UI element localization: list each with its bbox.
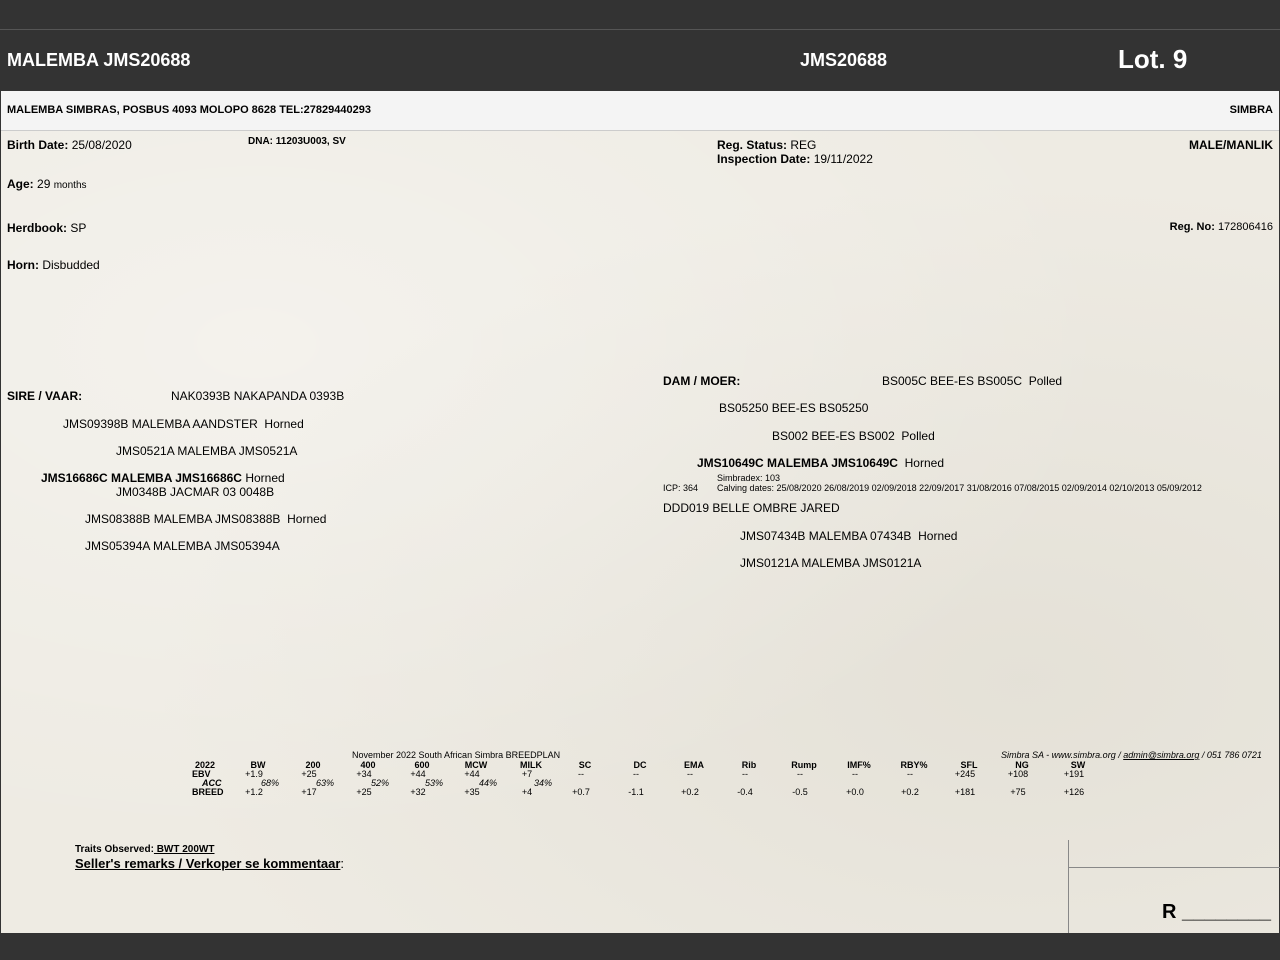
breedplan-breed-cell: +75 xyxy=(1010,787,1026,797)
sire-label: SIRE / VAAR: xyxy=(7,389,83,403)
breedplan-h-cell: RBY% xyxy=(900,760,928,770)
breedplan-breed-cell: +0.7 xyxy=(572,787,590,797)
dam-sire: BS05250 BEE-ES BS05250 xyxy=(719,401,869,415)
breedplan-breed-cell: +25 xyxy=(356,787,372,797)
sire-dam-dam: JMS05394A MALEMBA JMS05394A xyxy=(85,539,280,553)
dam-name: JMS10649C MALEMBA JMS10649C Horned xyxy=(697,456,944,470)
breedplan-breed-cell: -1.1 xyxy=(628,787,644,797)
sire-dam: JMS08388B MALEMBA JMS08388B Horned xyxy=(85,512,327,526)
breedplan-h-cell: NG xyxy=(1015,760,1029,770)
breedplan-ebv-cell: -- xyxy=(907,769,913,779)
breedplan-acc-cell: 68% xyxy=(260,778,279,788)
breedplan-breed-cell: +17 xyxy=(301,787,317,797)
breedplan-ebv-cell: +1.9 xyxy=(245,769,263,779)
price-box xyxy=(1068,840,1280,933)
catalogue-page xyxy=(1,91,1279,933)
reg-no: Reg. No: 172806416 xyxy=(1169,221,1273,233)
breedplan-ebv-cell: +245 xyxy=(954,769,976,779)
header-bar xyxy=(0,29,1280,91)
ebv-label: EBV xyxy=(192,769,211,779)
top-bar xyxy=(0,0,1280,28)
herdbook: Herdbook: SP xyxy=(7,221,87,235)
sire-dam-sire: JM0348B JACMAR 03 0048B xyxy=(116,485,275,499)
breedplan-h-cell: 400 xyxy=(360,760,376,770)
seller-remarks: Seller's remarks / Verkoper se kommentaar: xyxy=(75,856,345,871)
acc-label: ACC xyxy=(202,778,222,788)
breedplan-ebv-cell: -- xyxy=(852,769,858,779)
age: Age: 29 months xyxy=(7,177,87,191)
calving-dates: Calving dates: 25/08/2020 26/08/2019 02/09/2018 22/09/2017 31/08/2016 07/08/2015 02/09/2014 02/10/2013 05/09/2012 xyxy=(717,483,1202,493)
lot-number: Lot. 9 xyxy=(1118,44,1188,74)
breedplan-ebv-cell: -- xyxy=(742,769,748,779)
breedplan-ebv-cell: +44 xyxy=(464,769,480,779)
breedplan-breed-cell: +126 xyxy=(1063,787,1085,797)
sire-name: JMS16686C MALEMBA JMS16686C Horned xyxy=(41,471,285,485)
dam-sire-dam: BS002 BEE-ES BS002 Polled xyxy=(772,429,935,443)
breedplan-ebv-cell: +108 xyxy=(1007,769,1029,779)
sire-sire-dam: JMS0521A MALEMBA JMS0521A xyxy=(116,444,298,458)
breedplan-breed-cell: +0.2 xyxy=(901,787,919,797)
birth-date: Birth Date: 25/08/2020 xyxy=(7,138,132,152)
breedplan-h-cell: EMA xyxy=(684,760,704,770)
breedplan-breed-cell: +35 xyxy=(464,787,480,797)
sire-sire: NAK0393B NAKAPANDA 0393B xyxy=(171,389,345,403)
breedplan-h-cell: SW xyxy=(1070,760,1086,770)
breedplan-acc-cell: 63% xyxy=(315,778,334,788)
breedplan-breed-cell: -0.4 xyxy=(737,787,753,797)
breedplan-h-cell: MCW xyxy=(464,760,488,770)
reg-status: Reg. Status: REG xyxy=(717,138,817,152)
traits-observed: Traits Observed: BWT 200WT xyxy=(75,844,215,855)
breedplan-ebv-cell: +25 xyxy=(301,769,317,779)
inspection-date: Inspection Date: 19/11/2022 xyxy=(717,152,873,166)
breedplan-h-cell: Rib xyxy=(741,760,757,770)
breedplan-breed-cell: +1.2 xyxy=(245,787,263,797)
breedplan-breed-cell: +181 xyxy=(954,787,976,797)
dam-label: DAM / MOER: xyxy=(663,374,741,388)
breedplan-acc-cell: 53% xyxy=(424,778,443,788)
breed-label: BREED xyxy=(192,787,224,797)
price-box-divider xyxy=(1069,867,1280,868)
breedplan-h-cell: BW xyxy=(250,760,266,770)
breed-name: SIMBRA xyxy=(1229,104,1273,116)
sire-sire-sire: JMS09398B MALEMBA AANDSTER Horned xyxy=(63,417,304,431)
dam-sire-sire: BS005C BEE-ES BS005C Polled xyxy=(882,374,1063,388)
breedplan-acc-cell: 52% xyxy=(370,778,389,788)
breedplan-h-cell: 600 xyxy=(414,760,430,770)
breedplan-year: 2022 xyxy=(195,760,216,770)
dam-dam: JMS07434B MALEMBA 07434B Horned xyxy=(740,529,958,543)
animal-title: MALEMBA JMS20688 xyxy=(7,50,191,70)
breedplan-ebv-cell: -- xyxy=(797,769,803,779)
breedplan-ebv-cell: +191 xyxy=(1063,769,1085,779)
animal-id: JMS20688 xyxy=(800,50,888,70)
dam-dam-dam: JMS0121A MALEMBA JMS0121A xyxy=(740,556,922,570)
breedplan-ebv-cell: +7 xyxy=(521,769,533,779)
sex: MALE/MANLIK xyxy=(1189,138,1273,152)
breedplan-h-cell: IMF% xyxy=(847,760,871,770)
breedplan-ebv-cell: +44 xyxy=(410,769,426,779)
breedplan-h-cell: DC xyxy=(633,760,647,770)
breedplan-acc-cell: 44% xyxy=(478,778,497,788)
breedplan-h-cell: MILK xyxy=(520,760,542,770)
breedplan-h-cell: SC xyxy=(578,760,592,770)
breedplan-breed-cell: +0.0 xyxy=(846,787,864,797)
breedplan-h-cell: 200 xyxy=(305,760,321,770)
breedplan-breed-cell: +4 xyxy=(521,787,533,797)
icp: ICP: 364 xyxy=(663,483,699,493)
breedplan-contact: Simbra SA - www.simbra.org / admin@simbra.org / 051 786 0721 xyxy=(1001,750,1262,760)
breedplan-acc-cell: 34% xyxy=(533,778,552,788)
breedplan-ebv-cell: -- xyxy=(633,769,639,779)
breeder-line: MALEMBA SIMBRAS, POSBUS 4093 MOLOPO 8628 TEL:27829440293 xyxy=(7,104,371,116)
contact-email-link[interactable]: admin@simbra.org xyxy=(1123,750,1200,760)
price-field[interactable]: R ________ xyxy=(1162,901,1271,923)
breedplan-breed-cell: +32 xyxy=(410,787,426,797)
breedplan-ebv-cell: +34 xyxy=(356,769,372,779)
bottom-bar xyxy=(0,933,1280,960)
dna-info: DNA: 11203U003, SV xyxy=(248,136,346,147)
owner-band xyxy=(1,91,1279,131)
breedplan-title: November 2022 South African Simbra BREEDPLAN xyxy=(352,750,561,760)
simbradex: Simbradex: 103 xyxy=(717,473,781,483)
breedplan-ebv-cell: -- xyxy=(687,769,693,779)
breedplan-ebv-cell: -- xyxy=(578,769,584,779)
horn-status: Horn: Disbudded xyxy=(7,258,100,272)
dam-dam-sire: DDD019 BELLE OMBRE JARED xyxy=(663,501,840,515)
breedplan-h-cell: Rump xyxy=(791,760,817,770)
breedplan-h-cell: SFL xyxy=(960,760,978,770)
breedplan-breed-cell: -0.5 xyxy=(792,787,808,797)
breedplan-breed-cell: +0.2 xyxy=(681,787,699,797)
